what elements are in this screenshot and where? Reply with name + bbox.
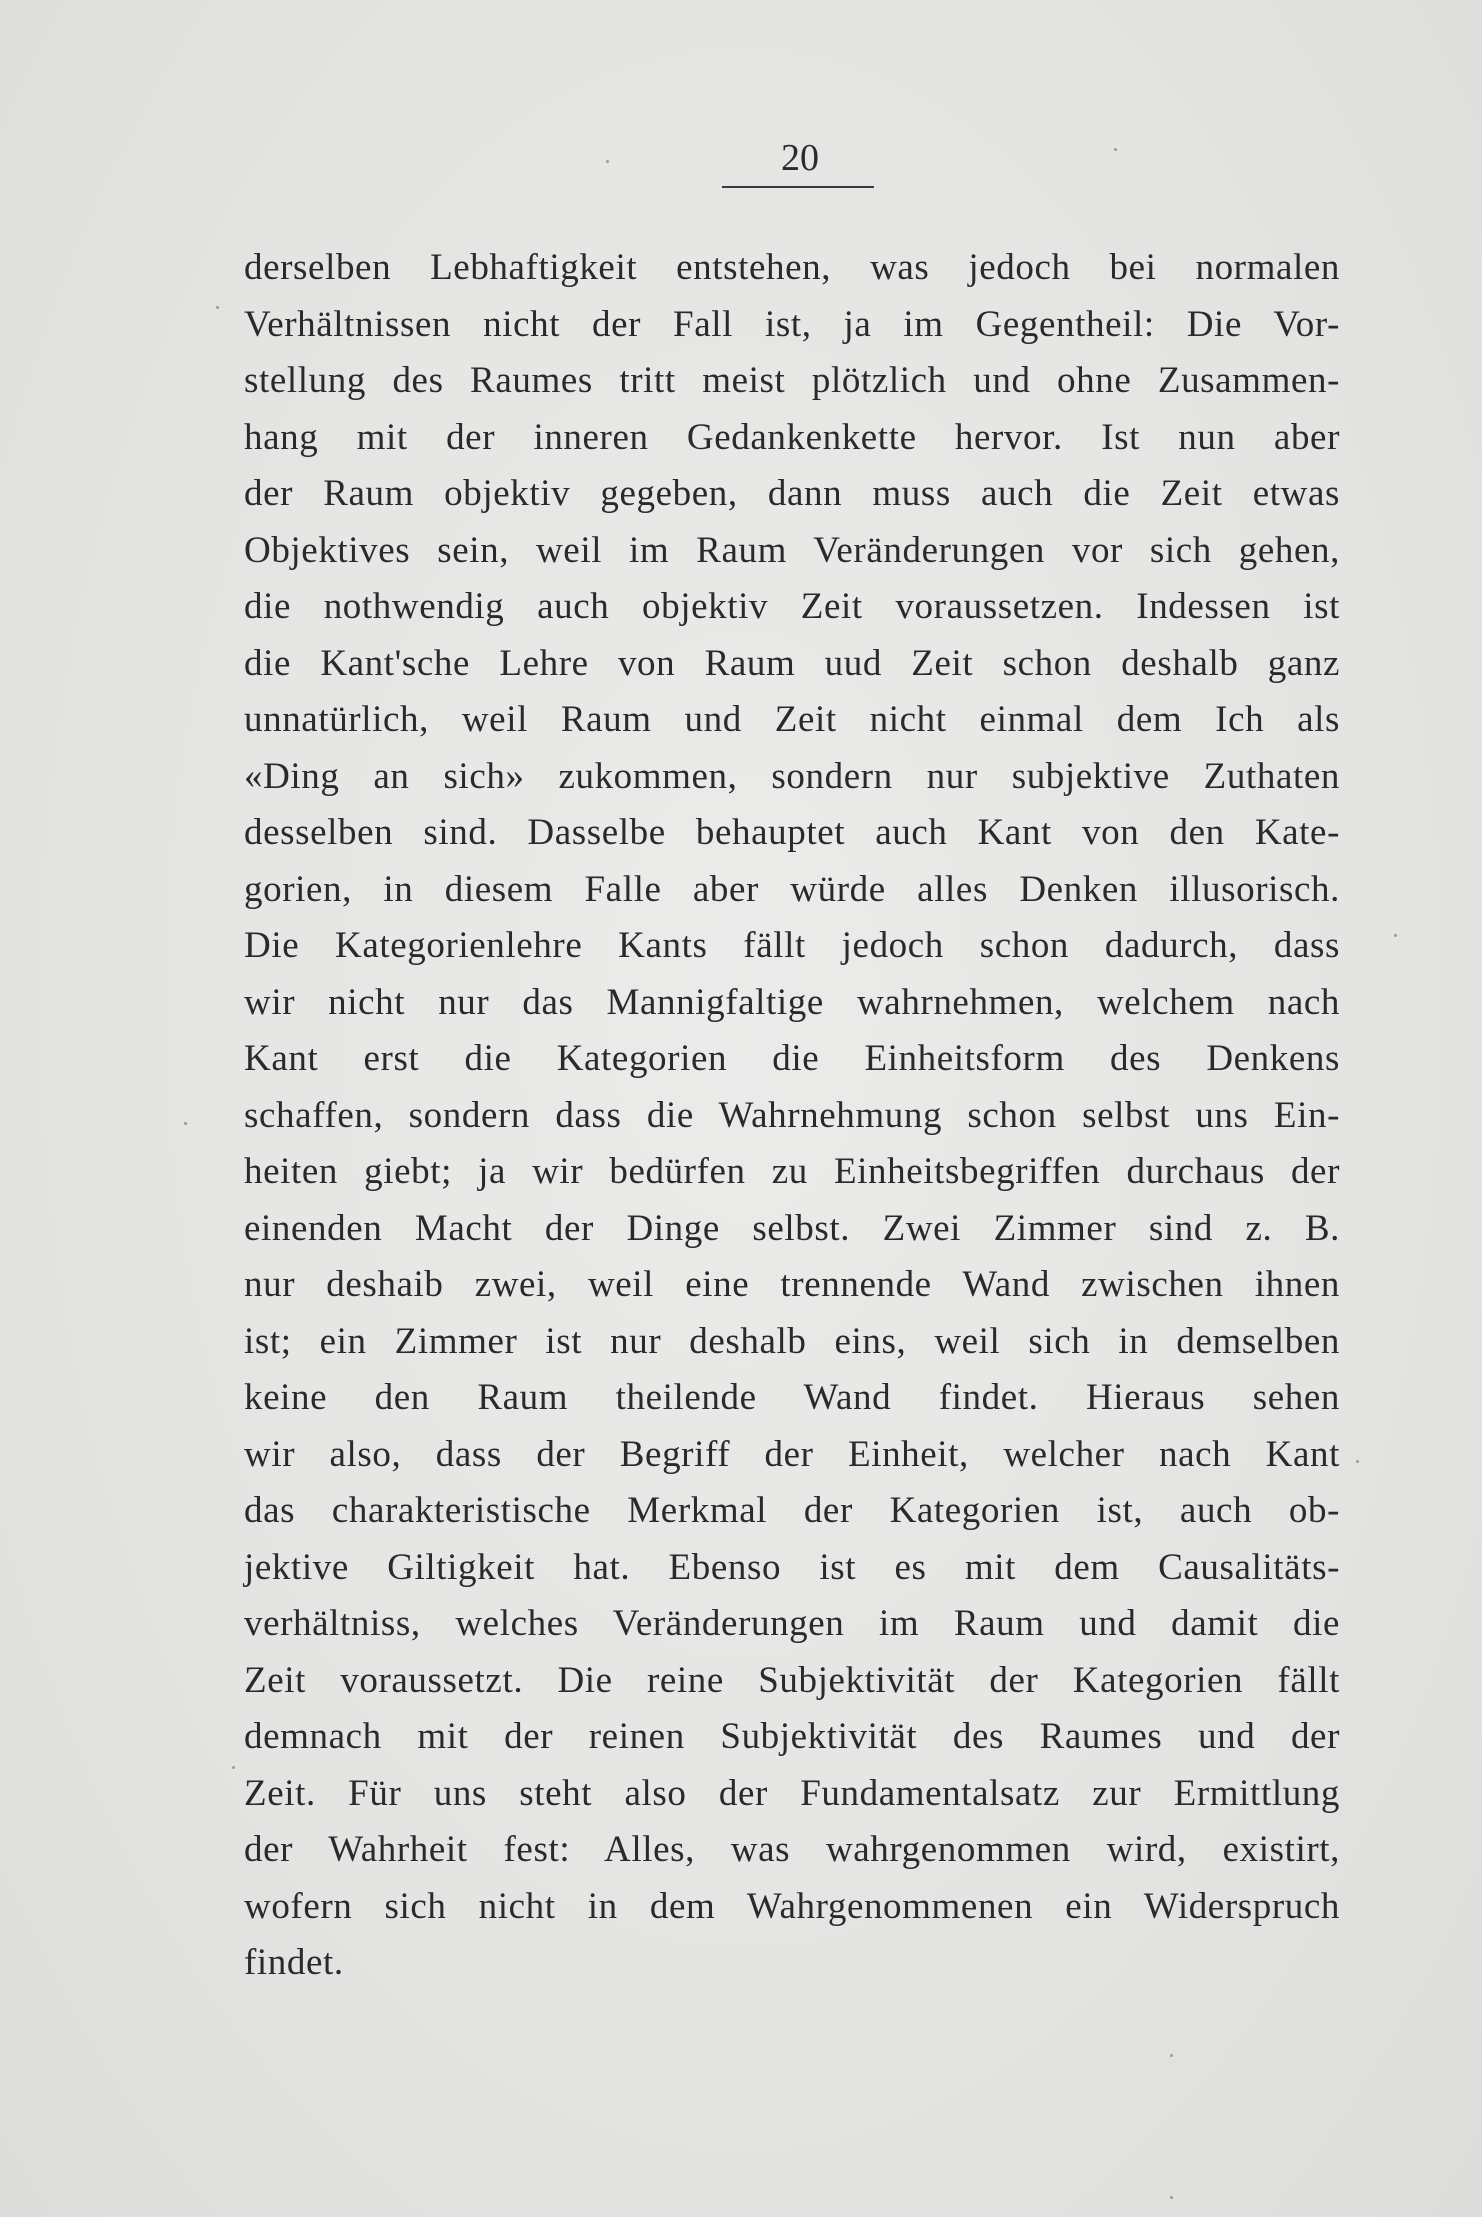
paper-speck <box>1170 2196 1173 2199</box>
text-line: heiten giebt; ja wir bedürfen zu Einheitsbegriffen durchaus der <box>244 1151 1340 1192</box>
text-line: hang mit der inneren Gedankenkette hervor. Ist nun aber <box>244 416 1340 458</box>
text-line: wofern sich nicht in dem Wahrgenommenen ein Widerspruch <box>244 1885 1340 1927</box>
text-line: verhältniss, welches Veränderungen im Raum und damit die <box>244 1603 1340 1644</box>
paper-speck <box>1170 2054 1173 2057</box>
paper-speck <box>216 306 219 309</box>
text-line: der Raum objektiv gegeben, dann muss auch die Zeit etwas <box>244 473 1340 514</box>
paper-speck <box>232 1766 235 1769</box>
text-line: die Kant'sche Lehre von Raum uud Zeit schon deshalb ganz <box>244 642 1340 684</box>
text-line: keine den Raum theilende Wand findet. Hieraus sehen <box>244 1377 1340 1418</box>
text-line: Objektives sein, weil im Raum Veränderungen vor sich gehen, <box>244 529 1340 571</box>
text-line: nur deshaib zwei, weil eine trennende Wand zwischen ihnen <box>244 1264 1340 1305</box>
text-line: desselben sind. Dasselbe behauptet auch Kant von den Kate- <box>244 812 1340 853</box>
text-line: wir also, dass der Begriff der Einheit, welcher nach Kant <box>244 1433 1340 1475</box>
text-line: schaffen, sondern dass die Wahrnehmung schon selbst uns Ein- <box>244 1094 1340 1136</box>
text-line: Zeit. Für uns steht also der Fundamentalsatz zur Ermittlung <box>244 1772 1340 1814</box>
text-line: Zeit voraussetzt. Die reine Subjektivität der Kategorien fällt <box>244 1659 1340 1701</box>
paper-speck <box>1356 1460 1359 1463</box>
text-line: der Wahrheit fest: Alles, was wahrgenommen wird, existirt, <box>244 1829 1340 1870</box>
text-line: unnatürlich, weil Raum und Zeit nicht einmal dem Ich als <box>244 699 1340 740</box>
text-line: derselben Lebhaftigkeit entstehen, was jedoch bei normalen <box>244 247 1340 288</box>
text-line: die nothwendig auch objektiv Zeit voraussetzen. Indessen ist <box>244 586 1340 627</box>
paper-speck <box>1114 148 1117 151</box>
text-line: wir nicht nur das Mannigfaltige wahrnehmen, welchem nach <box>244 981 1340 1023</box>
text-line: jektive Giltigkeit hat. Ebenso ist es mit dem Causalitäts- <box>244 1546 1340 1588</box>
text-line: das charakteristische Merkmal der Kategorien ist, auch ob- <box>244 1490 1340 1531</box>
paper-speck <box>1394 934 1397 937</box>
text-line: stellung des Raumes tritt meist plötzlich und ohne Zusammen- <box>244 360 1340 401</box>
paper-speck <box>184 1122 187 1125</box>
text-line: Kant erst die Kategorien die Einheitsform des Denkens <box>244 1038 1340 1079</box>
page-number: 20 <box>781 137 819 179</box>
text-line: findet. <box>244 1942 344 1983</box>
text-line: demnach mit der reinen Subjektivität des Raumes und der <box>244 1716 1340 1757</box>
text-line: einenden Macht der Dinge selbst. Zwei Zimmer sind z. B. <box>244 1207 1340 1249</box>
text-line: Die Kategorienlehre Kants fällt jedoch schon dadurch, dass <box>244 925 1340 966</box>
body-text <box>244 240 1340 1992</box>
text-line: ist; ein Zimmer ist nur deshalb eins, weil sich in demselben <box>244 1320 1340 1362</box>
page-number-rule <box>722 186 874 188</box>
text-line: «Ding an sich» zukommen, sondern nur subjektive Zuthaten <box>244 755 1340 797</box>
text-line: gorien, in diesem Falle aber würde alles Denken illusorisch. <box>244 868 1340 910</box>
paper-speck <box>606 160 609 163</box>
text-line: Verhältnissen nicht der Fall ist, ja im Gegentheil: Die Vor- <box>244 303 1340 345</box>
